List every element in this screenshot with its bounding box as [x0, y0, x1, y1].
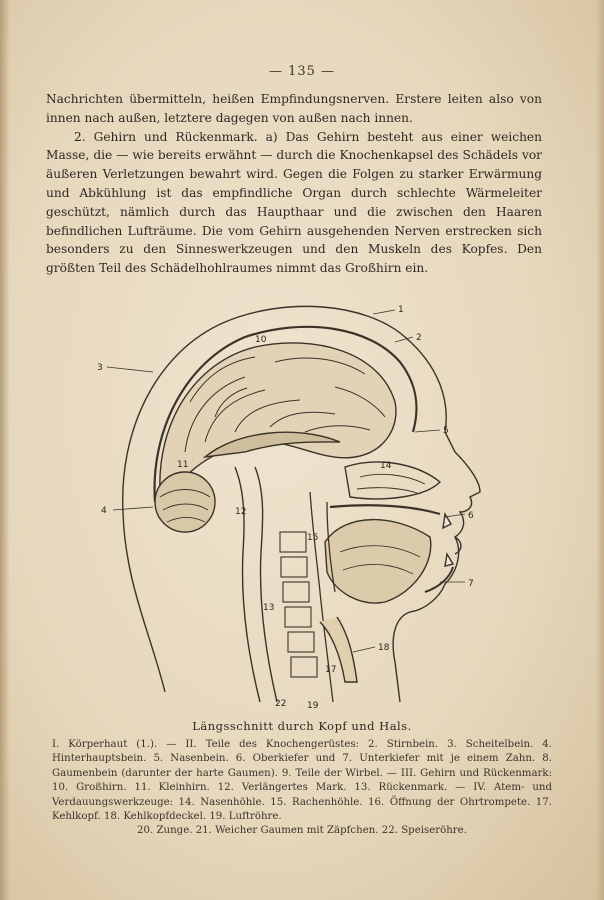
spinal-cord	[235, 467, 277, 702]
head-section-illustration	[95, 292, 515, 712]
label-13: 13	[263, 603, 275, 613]
label-4: 4	[101, 506, 107, 516]
head-section-drawing	[95, 292, 515, 712]
label-14: 14	[380, 461, 392, 471]
vertebrae	[280, 532, 317, 677]
hard-palate	[330, 505, 440, 514]
figure-legend	[52, 738, 552, 839]
paragraph-1: Nachrichten übermitteln, heißen Empfindungsnerven. Erstere leiten also von innen nach außen, letztere dagegen von außen nach innen.	[46, 92, 542, 125]
legend-main: I. Körperhaut (1.). — II. Teile des Knochengerüstes: 2. Stirnbein. 3. Scheitelbein. 4. Hinterhauptsbein. 5. Nasenbein. 6. Oberkiefer und 7. Unterkiefer mit je einem Zahn. 8. Gaumenbein (darunter der harte Gaumen). 9. Teile der Wirbel. — III. Gehirn und Rückenmark: 10. Großhirn. 11. Kleinhirn. 12. Verlängertes Mark. 13. Rückenmark. — IV. Atem- und Verdauungswerkzeuge: 14. Nasenhöhle. 15. Rachenhöhle. 16. Öffnung der Ohrtrompete. 17. Kehlkopf. 18. Kehlkopfdeckel. 19. Luftröhre.	[52, 739, 552, 823]
figure-caption-title: Längsschnitt durch Kopf und Hals.	[192, 719, 412, 733]
page-edge-shadow-right	[596, 0, 604, 900]
tongue	[325, 520, 431, 603]
label-7: 7	[468, 579, 474, 589]
label-18: 18	[378, 643, 390, 653]
body-text	[46, 90, 542, 278]
label-10: 10	[255, 335, 267, 345]
label-3: 3	[97, 363, 103, 373]
label-22: 22	[275, 699, 287, 709]
page-edge-shadow-left	[0, 0, 10, 900]
label-17: 17	[325, 665, 337, 675]
label-15: 15	[307, 533, 319, 543]
label-12: 12	[235, 507, 247, 517]
cerebellum	[155, 472, 215, 532]
label-2: 2	[416, 333, 422, 343]
label-19: 19	[307, 701, 319, 711]
legend-last: 20. Zunge. 21. Weicher Gaumen mit Zäpfchen. 22. Speiseröhre.	[137, 825, 467, 837]
label-11: 11	[177, 460, 189, 470]
nasal-cavity	[345, 462, 440, 499]
label-5: 5	[443, 426, 449, 436]
label-1: 1	[398, 305, 404, 315]
page-number: — 135 —	[268, 64, 336, 79]
label-6: 6	[468, 511, 474, 521]
paragraph-2: 2. Gehirn und Rückenmark. a) Das Gehirn besteht aus einer weichen Masse, die — wie bereits erwähnt — durch die Knochenkapsel des Schädels vor äußeren Verletzungen bewahrt wird. Gegen die Folgen zu starker Erwärmung und Abkühlung ist das empfindliche Organ durch schlechte Wärmeleiter geschützt, nämlich durch das Haupthaar und die zwischen den Haaren befindlichen Lufträume. Die vom Gehirn ausgehenden Nerven erstrecken sich besonders zu den Sinneswerkzeugen und den Muskeln des Kopfes. Den größten Teil des Schädelhohlraumes nimmt das Großhirn ein.	[46, 129, 542, 276]
